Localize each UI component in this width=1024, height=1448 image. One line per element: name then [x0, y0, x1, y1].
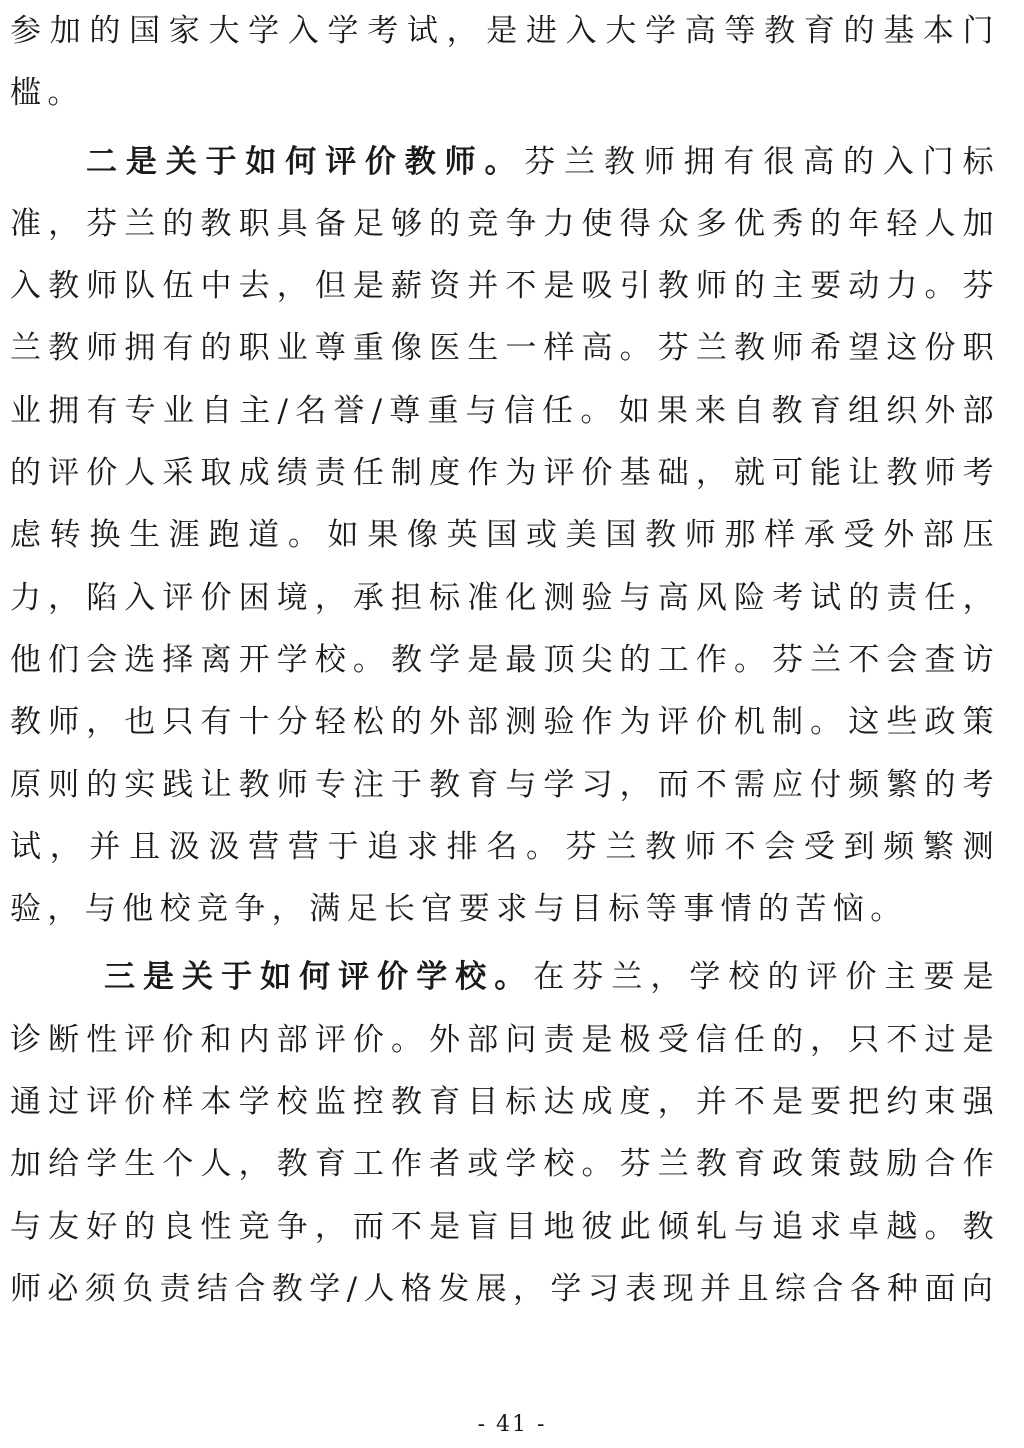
- page-number: - 41 -: [477, 1412, 547, 1437]
- paragraph-teacher-evaluation: [10, 131, 1000, 941]
- paragraph-lead-heading: 二是关于如何评价教师。: [86, 143, 525, 180]
- paragraph-school-evaluation: [10, 946, 1000, 1320]
- paragraph-body: 在芬兰，学校的评价主要是诊断性评价和内部评价。外部问责是极受信任的，只不过是通过评价样本学校监控教育目标达成度，并不是要把约束强加给学生个人，教育工作者或学校。芬兰教育政策鼓励合作与友好的良性竞争，而不是盲目地彼此倾轧与追求卓越。教师必须负责结合教学/人格发展，学习表现并且综合各种面向: [10, 959, 1000, 1307]
- paragraph-lead-heading: 三是关于如何评价学校。: [104, 959, 534, 996]
- paragraph-body: 芬兰教师拥有很高的入门标准，芬兰的教职具备足够的竞争力使得众多优秀的年轻人加入教师队伍中去，但是薪资并不是吸引教师的主要动力。芬兰教师拥有的职业尊重像医生一样高。芬兰教师希望这份职业拥有专业自主/名誉/尊重与信任。如果来自教育组织外部的评价人采取成绩责任制度作为评价基础，就可能让教师考虑转换生涯跑道。如果像英国或美国教师那样承受外部压力，陷入评价困境，承担标准化测验与高风险考试的责任，他们会选择离开学校。教学是最顶尖的工作。芬兰不会查访教师，也只有十分轻松的外部测验作为评价机制。这些政策原则的实践让教师专注于教育与学习，而不需应付频繁的考试，并且汲汲营营于追求排名。芬兰教师不会受到频繁测验，与他校竞争，满足长官要求与目标等事情的苦恼。: [10, 143, 1000, 928]
- body-text: [10, 0, 1000, 1320]
- paragraph-university-entrance: [10, 0, 1000, 125]
- paragraph-body: 参加的国家大学入学考试，是进入大学高等教育的基本门槛。: [10, 13, 1000, 112]
